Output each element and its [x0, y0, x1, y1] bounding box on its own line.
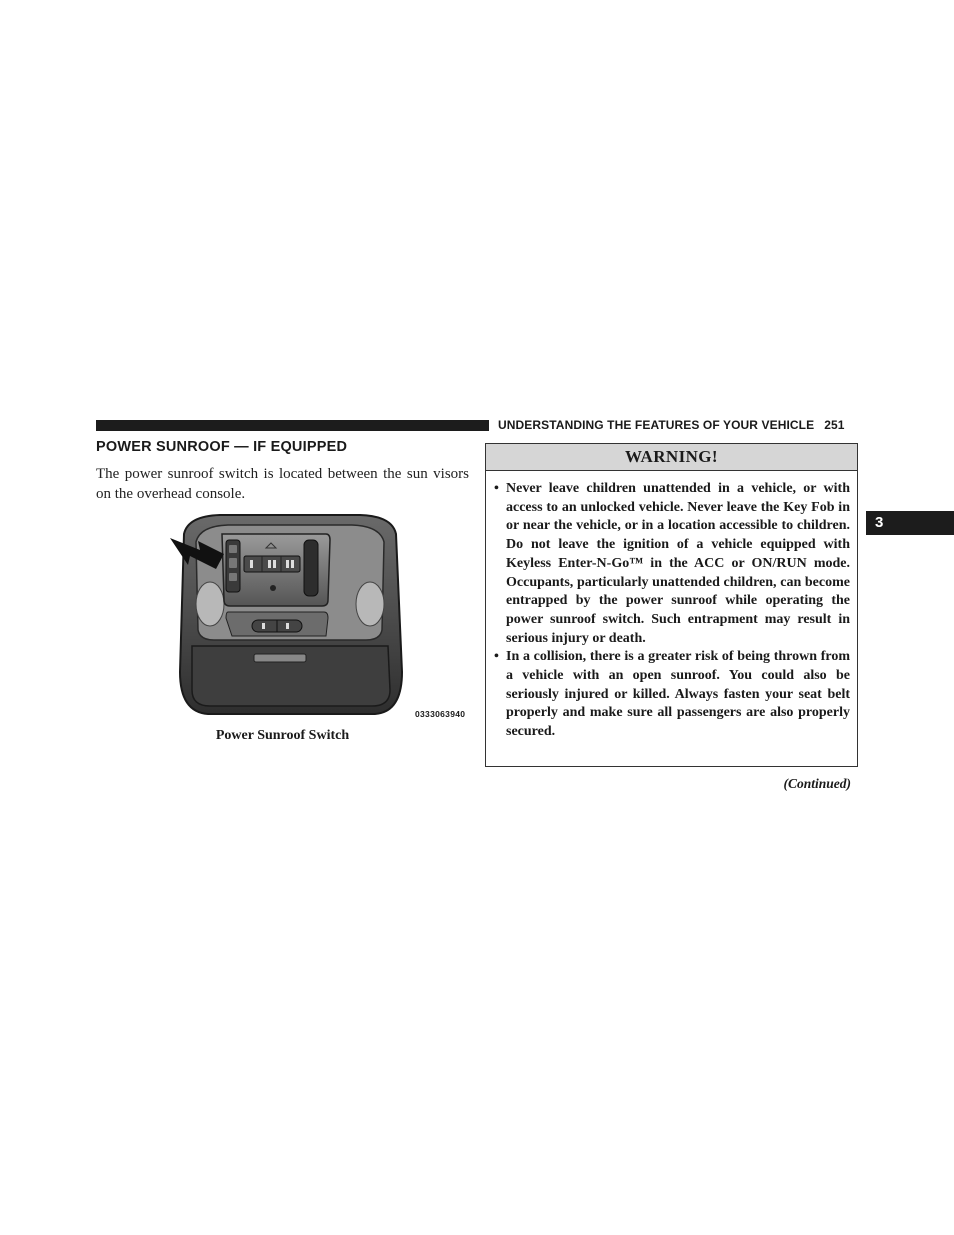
warning-list [486, 471, 857, 742]
header-title: UNDERSTANDING THE FEATURES OF YOUR VEHICLE [498, 418, 815, 432]
chapter-tab: 3 [866, 511, 954, 535]
figure-caption: Power Sunroof Switch [215, 728, 350, 743]
section-heading: POWER SUNROOF — IF EQUIPPED [96, 439, 348, 455]
figure-code: 0333063940 [415, 709, 466, 719]
bullet-icon: • [494, 481, 499, 496]
running-header [498, 418, 845, 432]
continued-note: (Continued) [783, 776, 851, 791]
header-bar [96, 420, 489, 431]
warning-title: WARNING! [486, 444, 857, 471]
page-number: 251 [824, 418, 845, 432]
bullet-icon: • [494, 649, 499, 665]
overhead-console-illustration [170, 512, 410, 718]
intro-paragraph: The power sunroof switch is located between the sun visors on the overhead console. [96, 466, 469, 502]
list-item: • Never leave children unattended in a vehicle, or with access to an unlocked vehicle. Never leave the Key Fob in or near the vehicle, or in a location accessible to children. Do not leave the ignition of a vehicle equipped with Keyless Enter-N-Go™ in the ACC or ON/RUN mode. Occupants, particularly unattended children, can become entrapped by the power sunroof while operating the power sunroof switch. Such entrapment may result in serious injury or death. [494, 481, 850, 646]
list-item: • In a collision, there is a greater risk of being thrown from a vehicle with an open sunroof. You could also be seriously injured or killed. Always fasten your seat belt properly and make sure all passengers are also properly secured. [494, 649, 850, 740]
warning-box [485, 443, 858, 767]
